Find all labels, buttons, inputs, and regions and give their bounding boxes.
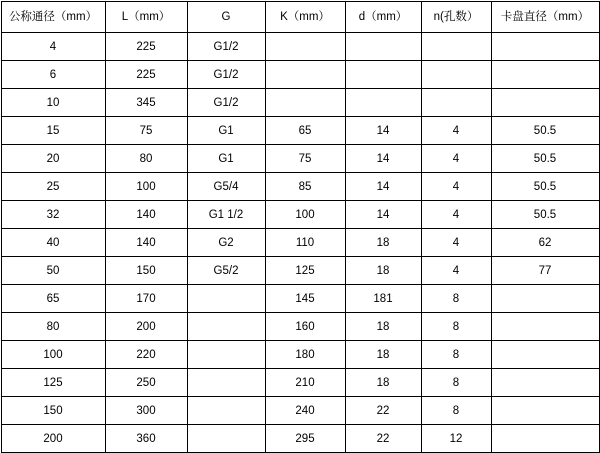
cell-k <box>265 61 345 89</box>
cell-k: 295 <box>265 425 345 453</box>
cell-thread: G1/2 <box>187 61 265 89</box>
cell-nominal-diameter: 65 <box>1 285 105 313</box>
cell-length: 80 <box>105 145 187 173</box>
cell-nominal-diameter: 50 <box>1 257 105 285</box>
cell-chuck-diameter <box>491 425 599 453</box>
cell-nominal-diameter: 20 <box>1 145 105 173</box>
table-row <box>1 313 599 341</box>
table-row <box>1 61 599 89</box>
cell-length: 150 <box>105 257 187 285</box>
cell-nominal-diameter: 150 <box>1 397 105 425</box>
cell-k <box>265 33 345 61</box>
cell-thread <box>187 341 265 369</box>
column-header-thread: G <box>187 2 265 33</box>
cell-thread: G1 <box>187 117 265 145</box>
table-row <box>1 341 599 369</box>
cell-d <box>345 89 421 117</box>
cell-d: 18 <box>345 369 421 397</box>
cell-nominal-diameter: 100 <box>1 341 105 369</box>
cell-chuck-diameter <box>491 369 599 397</box>
cell-nominal-diameter: 40 <box>1 229 105 257</box>
table-row <box>1 117 599 145</box>
table-body <box>1 33 599 453</box>
cell-hole-count: 4 <box>421 229 491 257</box>
cell-k: 160 <box>265 313 345 341</box>
cell-hole-count: 4 <box>421 201 491 229</box>
cell-length: 140 <box>105 229 187 257</box>
table-row <box>1 145 599 173</box>
cell-length: 140 <box>105 201 187 229</box>
cell-hole-count: 8 <box>421 313 491 341</box>
cell-thread: G5/4 <box>187 173 265 201</box>
cell-length: 225 <box>105 61 187 89</box>
cell-nominal-diameter: 80 <box>1 313 105 341</box>
table-row <box>1 397 599 425</box>
cell-k: 145 <box>265 285 345 313</box>
cell-d <box>345 61 421 89</box>
column-header-length: L（mm） <box>105 2 187 33</box>
cell-thread <box>187 369 265 397</box>
cell-hole-count <box>421 33 491 61</box>
cell-chuck-diameter <box>491 61 599 89</box>
cell-length: 220 <box>105 341 187 369</box>
cell-hole-count: 8 <box>421 369 491 397</box>
cell-thread <box>187 425 265 453</box>
cell-hole-count: 4 <box>421 173 491 201</box>
cell-d: 14 <box>345 173 421 201</box>
cell-chuck-diameter <box>491 285 599 313</box>
column-header-d: d（mm） <box>345 2 421 33</box>
cell-thread <box>187 397 265 425</box>
cell-nominal-diameter: 4 <box>1 33 105 61</box>
cell-k: 125 <box>265 257 345 285</box>
table-row <box>1 201 599 229</box>
cell-k: 210 <box>265 369 345 397</box>
cell-k: 65 <box>265 117 345 145</box>
cell-length: 300 <box>105 397 187 425</box>
cell-thread: G1 <box>187 145 265 173</box>
cell-hole-count: 12 <box>421 425 491 453</box>
table-row <box>1 285 599 313</box>
cell-length: 225 <box>105 33 187 61</box>
column-header-nominal-diameter: 公称通径（mm） <box>1 2 105 33</box>
cell-nominal-diameter: 125 <box>1 369 105 397</box>
cell-chuck-diameter: 50.5 <box>491 145 599 173</box>
specification-table <box>1 1 600 453</box>
cell-k: 75 <box>265 145 345 173</box>
cell-length: 250 <box>105 369 187 397</box>
cell-thread: G1/2 <box>187 33 265 61</box>
cell-length: 345 <box>105 89 187 117</box>
cell-chuck-diameter <box>491 397 599 425</box>
cell-chuck-diameter: 50.5 <box>491 117 599 145</box>
cell-nominal-diameter: 25 <box>1 173 105 201</box>
cell-thread <box>187 285 265 313</box>
cell-nominal-diameter: 200 <box>1 425 105 453</box>
cell-hole-count: 8 <box>421 397 491 425</box>
cell-k <box>265 89 345 117</box>
table-row <box>1 229 599 257</box>
cell-nominal-diameter: 10 <box>1 89 105 117</box>
cell-hole-count: 8 <box>421 341 491 369</box>
cell-k: 100 <box>265 201 345 229</box>
cell-k: 240 <box>265 397 345 425</box>
cell-k: 180 <box>265 341 345 369</box>
cell-chuck-diameter: 62 <box>491 229 599 257</box>
cell-hole-count <box>421 61 491 89</box>
cell-nominal-diameter: 6 <box>1 61 105 89</box>
cell-nominal-diameter: 32 <box>1 201 105 229</box>
cell-hole-count: 4 <box>421 257 491 285</box>
table-header <box>1 2 599 33</box>
cell-thread: G5/2 <box>187 257 265 285</box>
cell-length: 170 <box>105 285 187 313</box>
cell-length: 200 <box>105 313 187 341</box>
cell-length: 100 <box>105 173 187 201</box>
cell-hole-count: 8 <box>421 285 491 313</box>
cell-d: 18 <box>345 341 421 369</box>
cell-length: 75 <box>105 117 187 145</box>
cell-thread: G1/2 <box>187 89 265 117</box>
table-row <box>1 369 599 397</box>
cell-d: 18 <box>345 313 421 341</box>
specification-table-container <box>0 1 600 445</box>
cell-d: 18 <box>345 257 421 285</box>
cell-d: 14 <box>345 145 421 173</box>
cell-d <box>345 33 421 61</box>
cell-nominal-diameter: 15 <box>1 117 105 145</box>
cell-d: 181 <box>345 285 421 313</box>
cell-chuck-diameter <box>491 33 599 61</box>
table-row <box>1 173 599 201</box>
table-header-row <box>1 2 599 33</box>
column-header-chuck-diameter: 卡盘直径（mm） <box>491 2 599 33</box>
cell-d: 22 <box>345 425 421 453</box>
cell-k: 110 <box>265 229 345 257</box>
cell-k: 85 <box>265 173 345 201</box>
cell-chuck-diameter <box>491 89 599 117</box>
table-row <box>1 33 599 61</box>
table-row <box>1 425 599 453</box>
cell-d: 14 <box>345 117 421 145</box>
cell-thread <box>187 313 265 341</box>
cell-d: 18 <box>345 229 421 257</box>
cell-length: 360 <box>105 425 187 453</box>
cell-chuck-diameter: 50.5 <box>491 201 599 229</box>
cell-hole-count <box>421 89 491 117</box>
cell-d: 14 <box>345 201 421 229</box>
cell-chuck-diameter <box>491 313 599 341</box>
table-row <box>1 257 599 285</box>
cell-chuck-diameter: 50.5 <box>491 173 599 201</box>
cell-thread: G1 1/2 <box>187 201 265 229</box>
cell-thread: G2 <box>187 229 265 257</box>
cell-hole-count: 4 <box>421 117 491 145</box>
cell-chuck-diameter: 77 <box>491 257 599 285</box>
column-header-hole-count: n(孔数） <box>421 2 491 33</box>
cell-d: 22 <box>345 397 421 425</box>
cell-chuck-diameter <box>491 341 599 369</box>
column-header-k: K（mm） <box>265 2 345 33</box>
cell-hole-count: 4 <box>421 145 491 173</box>
table-row <box>1 89 599 117</box>
